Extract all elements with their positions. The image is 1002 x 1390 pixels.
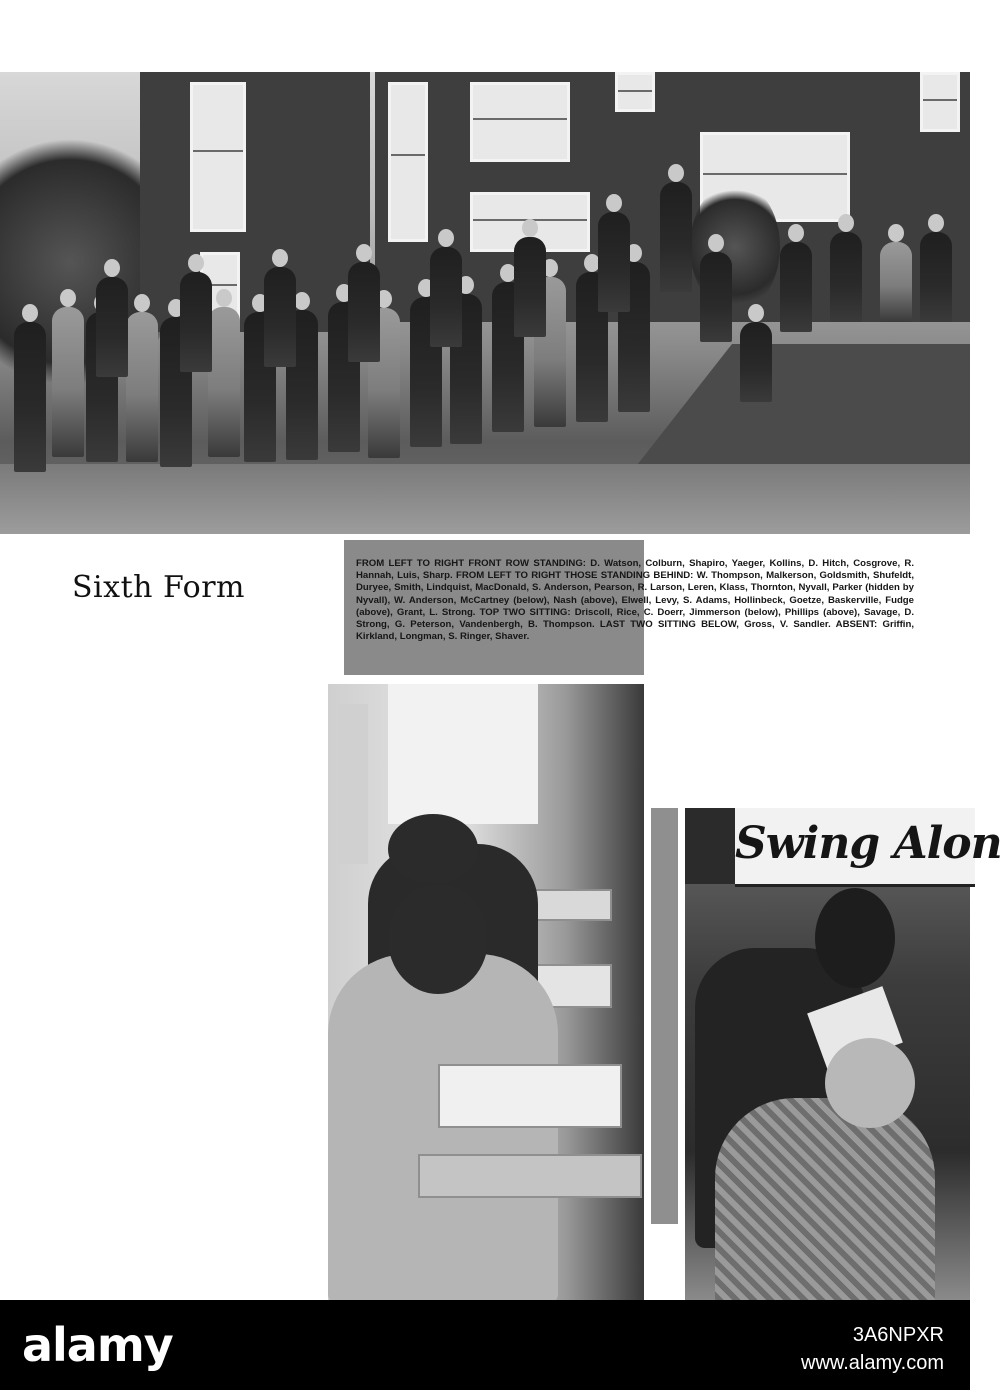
- footer-url: www.alamy.com: [801, 1352, 944, 1374]
- page-title: Sixth Form: [72, 570, 246, 605]
- alamy-logo: alamy: [22, 1318, 173, 1372]
- group-photo: [0, 72, 970, 534]
- accent-bar: [651, 808, 678, 1224]
- swing-photo: [685, 808, 1002, 1300]
- swing-sign-text: Swing Alon: [735, 818, 1002, 869]
- swing-sign: [735, 808, 1002, 887]
- photo-caption: FROM LEFT TO RIGHT FRONT ROW STANDING: D. Watson, Colburn, Shapiro, Yaeger, Kollins, D. Hitch, Cosgrove, R. Hannah, Luis, Sharp. FROM LEFT TO RIGHT THOSE STANDING BEHIND: W. Thompson, Malkerson, Goldsmith, Shufeldt, Duryee, Smith, Lindquist, MacDonald, S. Anderson, Pearson, R. Larson, Leren, Klass, Thornton, Nyvall, Parker (hidden by Nyvall), W. Anderson, McCartney (below), Nash (above), Elwell, Levy, S. Adams, Hollinbeck, Goetze, Baskerville, Fudge (above), Grant, L. Strong. TOP TWO SITTING: Driscoll, Rice, C. Doerr, Jimmerson (below), Phillips (above), Savage, D. Strong, G. Peterson, Vandenbergh, B. Thompson. LAST TWO SITTING BELOW, Gross, V. Sandler. ABSENT: Griffin, Kirkland, Longman, S. Ringer, Shaver.: [356, 558, 914, 643]
- classroom-photo: [328, 684, 644, 1300]
- image-id: 3A6NPXR: [852, 1324, 944, 1346]
